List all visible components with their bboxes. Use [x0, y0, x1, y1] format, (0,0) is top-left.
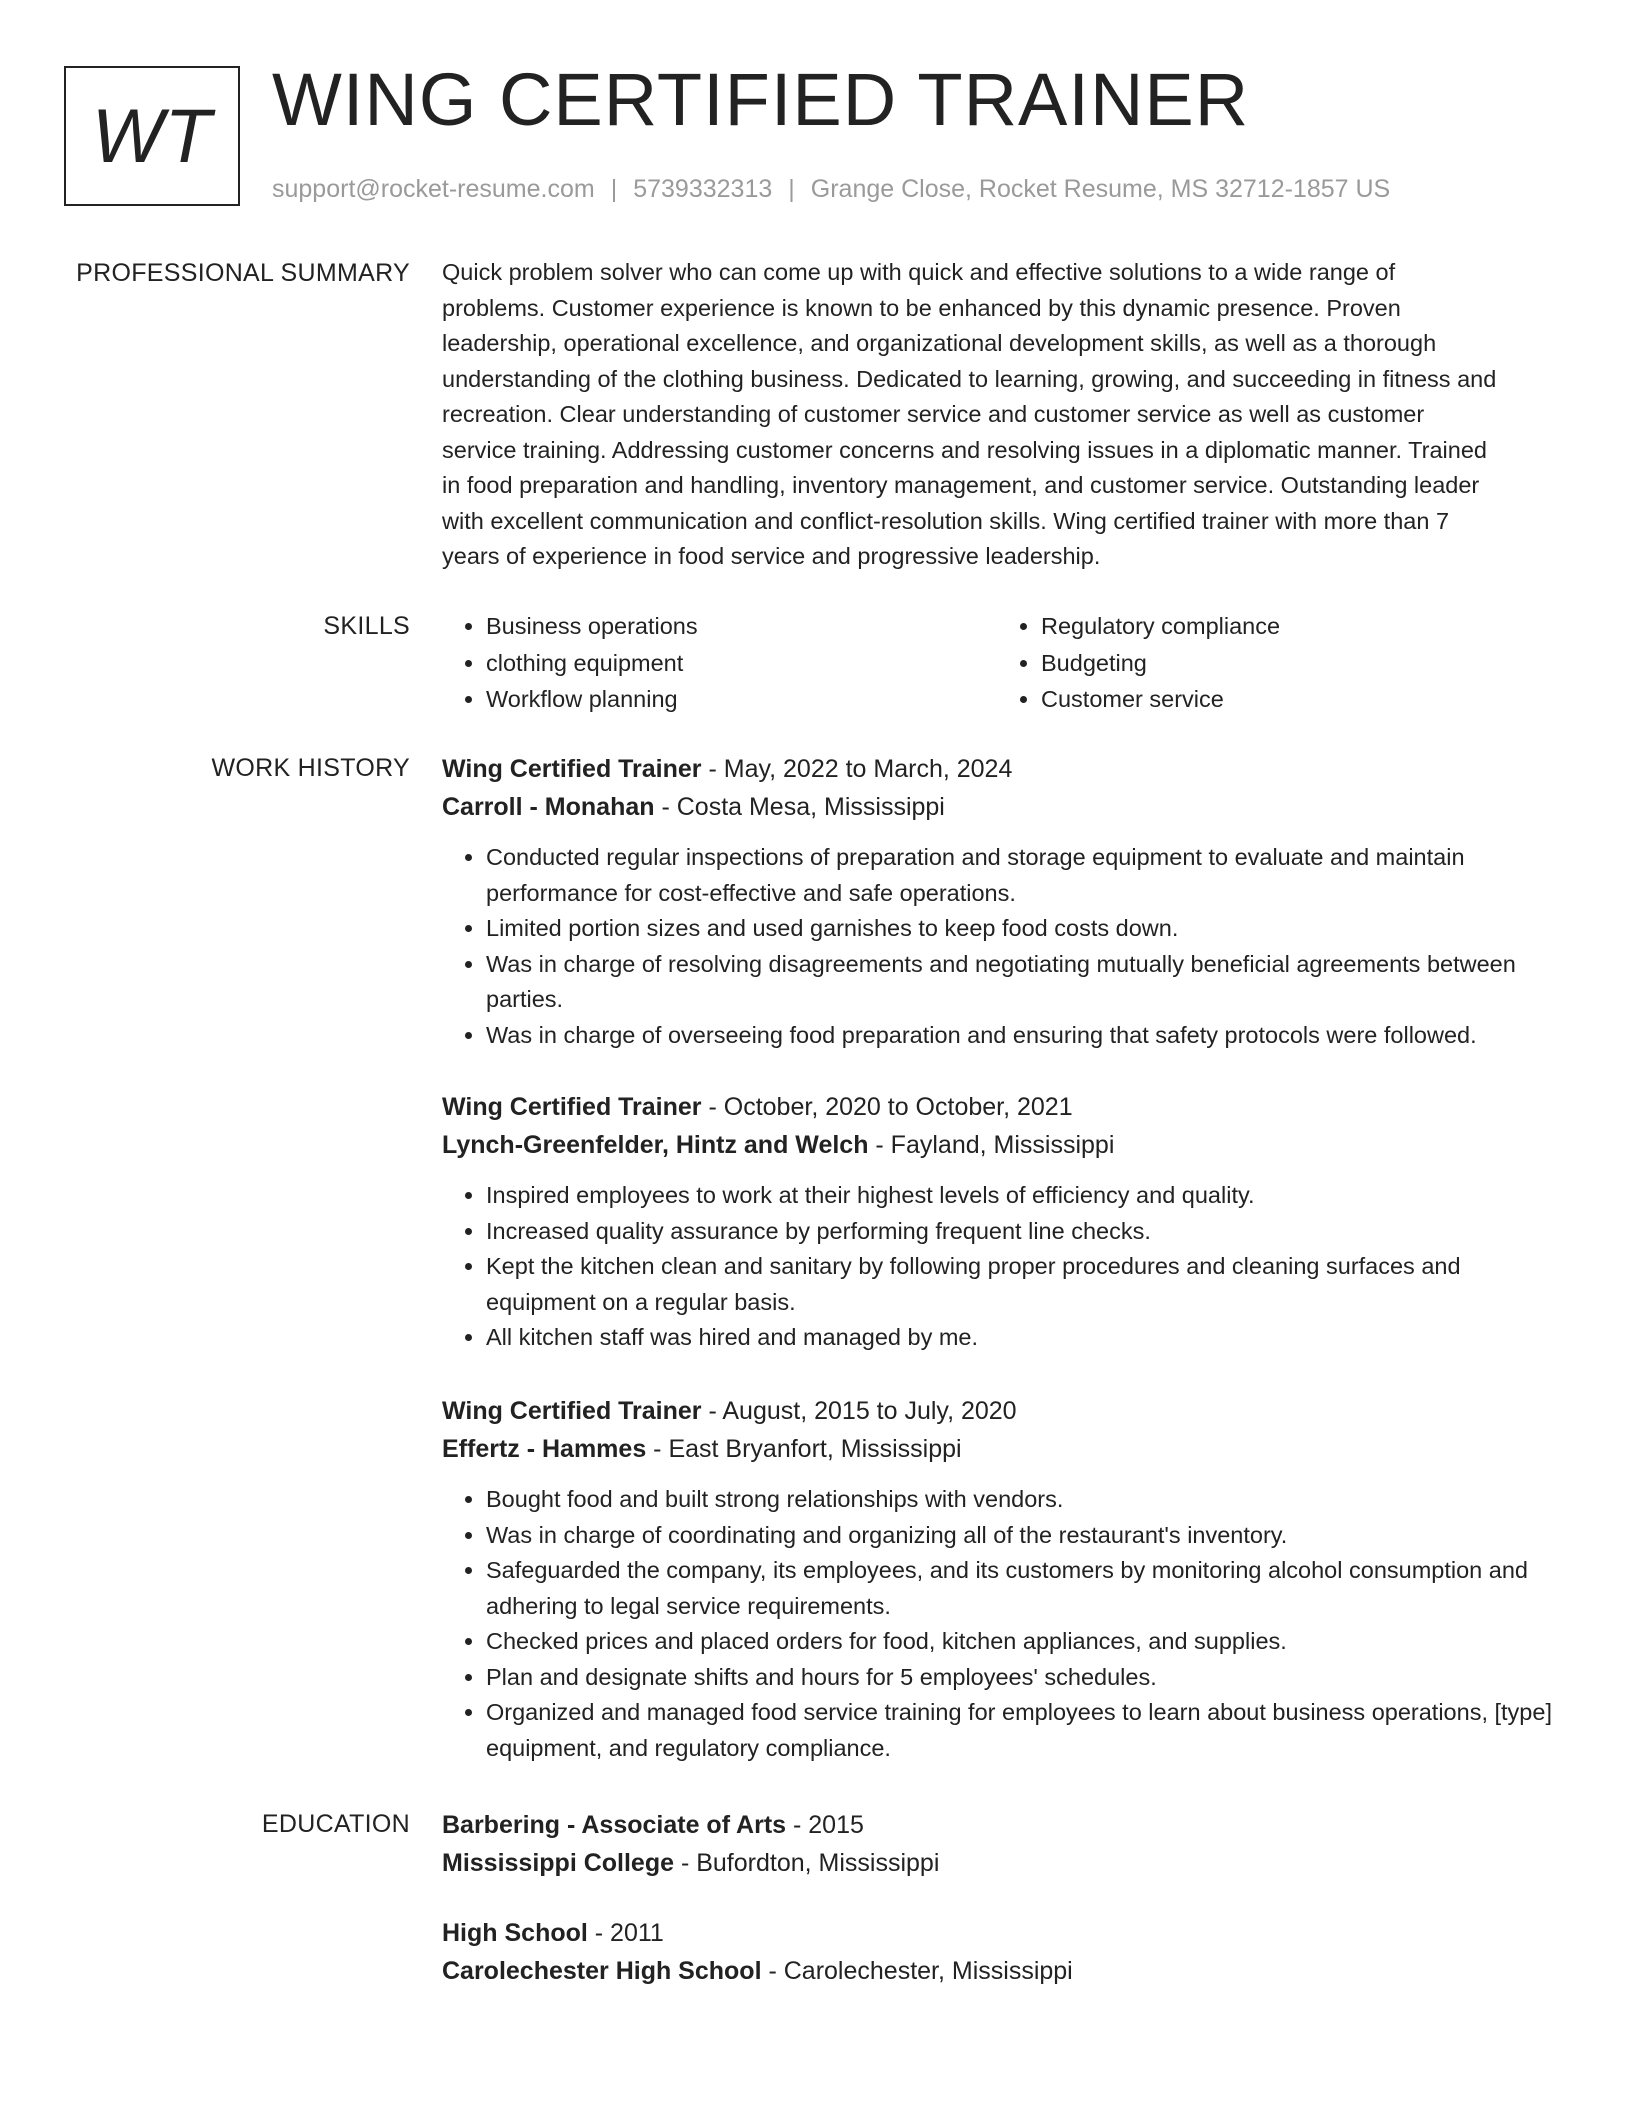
summary-line: problems. Customer experience is known to be enhanced by this dynamic presence. Proven: [442, 294, 1401, 321]
contact-separator: |: [788, 175, 795, 203]
contact-separator: |: [610, 175, 618, 203]
education-entry: [442, 1914, 1552, 1990]
edu-year: - 2011: [587, 1919, 664, 1947]
job-bullet: • Was in charge of overseeing food preparation and ensuring that safety protocols were followed.: [486, 1018, 1552, 1054]
job-company: Lynch-Greenfelder, Hintz and Welch: [442, 1131, 869, 1159]
education-entry: [442, 1806, 1552, 1882]
education-body: [442, 1806, 1552, 1990]
skills-heading: SKILLS: [323, 612, 410, 640]
job-dates: - October, 2020 to October, 2021: [701, 1093, 1073, 1121]
edu-school: Mississippi College: [442, 1849, 675, 1877]
job-bullets: [442, 1482, 1552, 1766]
job-bullet: • Was in charge of resolving disagreements and negotiating mutually beneficial agreements between parties.: [486, 947, 1552, 1018]
summary-line: leadership, operational excellence, and organizational development skills, as well as a thorough: [442, 330, 1437, 356]
job-title-line: [442, 1088, 1552, 1126]
job-title: Wing Certified Trainer: [442, 1093, 702, 1121]
job-bullet: • Was in charge of coordinating and organizing all of the restaurant's inventory.: [486, 1518, 1552, 1554]
job-bullet: • Bought food and built strong relationships with vendors.: [486, 1482, 1552, 1518]
job-location: - Costa Mesa, Mississippi: [654, 793, 945, 821]
job-company: Effertz - Hammes: [442, 1435, 647, 1463]
edu-degree: Barbering - Associate of Arts: [442, 1811, 787, 1839]
edu-location: - Carolechester, Mississippi: [761, 1957, 1073, 1985]
summary-line: service training. Addressing customer concerns and resolving issues in a diplomatic manner. Trained: [442, 436, 1487, 463]
summary-line: with excellent communication and conflict-resolution skills. Wing certified trainer with more than 7: [442, 507, 1450, 534]
address-text: Grange Close, Rocket Resume, MS 32712-1857 US: [810, 175, 1391, 203]
skills-list-left: [442, 608, 997, 718]
job-company: Carroll - Monahan: [442, 793, 655, 821]
skills-body: [442, 608, 1552, 718]
job-company-line: [442, 1126, 1552, 1164]
job-title-line: [442, 750, 1552, 788]
contact-line: [272, 172, 1390, 206]
work-heading: WORK HISTORY: [211, 754, 410, 782]
skills-list-right: [997, 608, 1552, 718]
job-bullets: [442, 1178, 1552, 1356]
job-bullet: • Inspired employees to work at their highest levels of efficiency and quality.: [486, 1178, 1552, 1214]
skill-item: • Regulatory compliance: [1041, 608, 1552, 645]
job-bullet: • Kept the kitchen clean and sanitary by following proper procedures and cleaning surfaces and equipment on a regular basis.: [486, 1249, 1552, 1320]
edu-year: - 2015: [786, 1811, 864, 1839]
skill-item: • clothing equipment: [486, 645, 997, 682]
monogram-logo: WT: [64, 66, 240, 206]
skill-item: • Business operations: [486, 608, 997, 645]
job-bullet: • Increased quality assurance by performing frequent line checks.: [486, 1214, 1552, 1250]
job-location: - Fayland, Mississippi: [868, 1131, 1115, 1159]
job-bullet: • Plan and designate shifts and hours for 5 employees' schedules.: [486, 1660, 1552, 1696]
job-company-line: [442, 788, 1552, 826]
job-bullet: • Limited portion sizes and used garnishes to keep food costs down.: [486, 911, 1552, 947]
job-bullet: • Safeguarded the company, its employees, and its customers by monitoring alcohol consumption and adhering to legal service requirements.: [486, 1553, 1552, 1624]
skill-item: • Customer service: [1041, 681, 1552, 718]
job-bullet: • Checked prices and placed orders for food, kitchen appliances, and supplies.: [486, 1624, 1552, 1660]
edu-degree: High School: [442, 1919, 588, 1947]
job-title-line: [442, 1392, 1552, 1430]
edu-location: - Bufordton, Mississippi: [674, 1849, 940, 1877]
summary-line: understanding of the clothing business. Dedicated to learning, growing, and succeeding in fitness and: [442, 365, 1497, 392]
summary-heading: PROFESSIONAL SUMMARY: [76, 259, 410, 287]
summary-line: recreation. Clear understanding of customer service and customer service as well as customer: [442, 401, 1425, 427]
email-link[interactable]: support@rocket-resume.com: [272, 175, 595, 203]
job-bullet: • All kitchen staff was hired and managed by me.: [486, 1320, 1552, 1356]
summary-body: [442, 255, 1552, 575]
job-bullet: • Conducted regular inspections of preparation and storage equipment to evaluate and maintain performance for cost-effective and safe operations.: [486, 840, 1552, 911]
job-title: Wing Certified Trainer: [442, 755, 702, 783]
skill-item: • Budgeting: [1041, 645, 1552, 682]
summary-line: in food preparation and handling, inventory management, and customer service. Outstanding leader: [442, 472, 1480, 498]
job-location: - East Bryanfort, Mississippi: [646, 1435, 962, 1463]
summary-line: years of experience in food service and progressive leadership.: [442, 543, 1101, 569]
job-bullet: • Organized and managed food service training for employees to learn about business operations, [type] equipment, and regulatory compliance.: [486, 1695, 1552, 1766]
job-dates: - May, 2022 to March, 2024: [701, 755, 1013, 783]
phone-link[interactable]: 5739332313: [633, 175, 773, 203]
job-bullets: [442, 840, 1552, 1053]
job-company-line: [442, 1430, 1552, 1468]
skill-item: • Workflow planning: [486, 681, 997, 718]
candidate-name: WING CERTIFIED TRAINER: [272, 58, 1250, 141]
education-heading: EDUCATION: [261, 1810, 410, 1838]
summary-line: Quick problem solver who can come up with quick and effective solutions to a wide range of: [442, 259, 1396, 285]
job-title: Wing Certified Trainer: [442, 1397, 702, 1425]
job-dates: - August, 2015 to July, 2020: [701, 1397, 1017, 1425]
edu-school: Carolechester High School: [442, 1957, 762, 1985]
